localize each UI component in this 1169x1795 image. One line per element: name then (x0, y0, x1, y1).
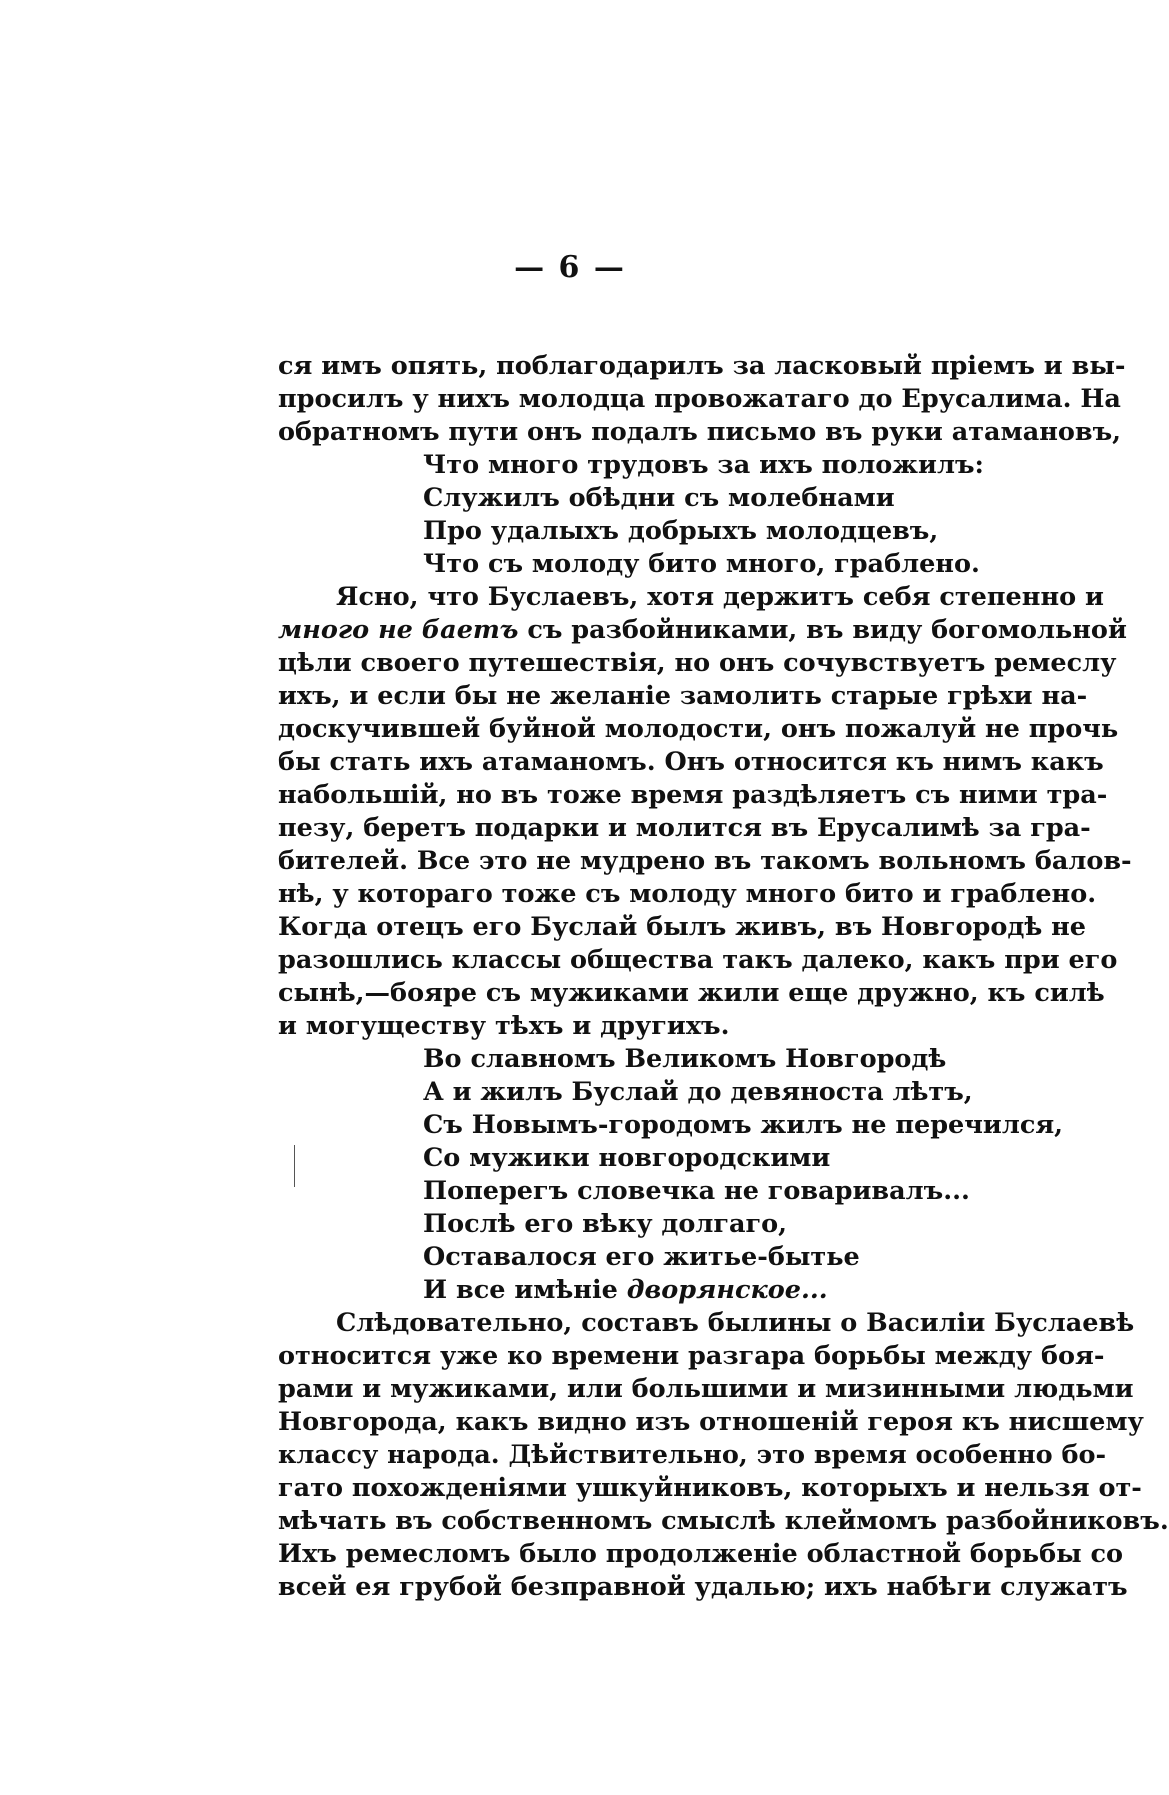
verse-line: Во славномъ Великомъ Новгородѣ (423, 1044, 947, 1074)
verse-line: Служилъ обѣдни съ молебнами (423, 483, 895, 513)
verse-line: Поперегъ словечка не говаривалъ... (423, 1176, 970, 1206)
verse-line: Съ Новымъ-городомъ жилъ не перечился, (423, 1110, 1064, 1140)
text-line: мѣчать въ собственномъ смыслѣ клеймомъ разбойниковъ. (278, 1506, 1169, 1536)
text-line: просилъ у нихъ молодца провожатаго до Ерусалима. На (278, 384, 1121, 414)
text-line: ихъ, и если бы не желаніе замолить старые грѣхи на- (278, 681, 1088, 711)
verse-line: Со мужики новгородскими (423, 1143, 831, 1173)
page-body (278, 350, 1169, 1604)
text-fragment: И все имѣніе (423, 1275, 627, 1305)
text-line: пезу, беретъ подарки и молится въ Ерусалимѣ за гра- (278, 813, 1091, 843)
text-line: нѣ, у котораго тоже съ молоду много бито и граблено. (278, 879, 1097, 909)
verse-line (278, 1274, 1068, 1307)
text-line: разошлись классы общества такъ далеко, какъ при его (278, 945, 1118, 975)
text-line: Ясно, что Буслаевъ, хотя держитъ себя степенно и (336, 582, 1104, 612)
text-line: доскучившей буйной молодости, онъ пожалуй не прочь (278, 714, 1119, 744)
text-line: и могуществу тѣхъ и другихъ. (278, 1011, 730, 1041)
text-line: бы стать ихъ атаманомъ. Онъ относится къ нимъ какъ (278, 747, 1104, 777)
paragraph-3 (278, 1307, 1169, 1604)
text-line: ся имъ опять, поблагодарилъ за ласковый пріемъ и вы- (278, 351, 1126, 381)
text-line (278, 614, 1127, 647)
text-line: Когда отецъ его Буслай былъ живъ, въ Новгородѣ не (278, 912, 1087, 942)
text-line: классу народа. Дѣйствительно, это время особенно бо- (278, 1440, 1107, 1470)
page-number: — 6 — (514, 250, 626, 285)
text-line: всей ея грубой безправной удалью; ихъ набѣги служатъ (278, 1572, 1128, 1602)
verse-block-1 (278, 449, 1068, 581)
italic-phrase: дворянское... (626, 1275, 828, 1305)
text-line: относится уже ко времени разгара борьбы между боя- (278, 1341, 1105, 1371)
text-line: рами и мужиками, или большими и мизинными людьми (278, 1374, 1134, 1404)
text-line: Новгорода, какъ видно изъ отношеній героя къ нисшему (278, 1407, 1144, 1437)
text-line: Слѣдовательно, составъ былины о Василіи Буслаевѣ (336, 1308, 1135, 1338)
text-line: бителей. Все это не мудрено въ такомъ вольномъ балов- (278, 846, 1132, 876)
verse-block-2 (278, 1043, 1068, 1307)
text-fragment: съ разбойниками, въ виду богомольной (518, 615, 1127, 645)
paragraph-1 (278, 350, 1126, 449)
text-line: Ихъ ремесломъ было продолженіе областной борьбы со (278, 1539, 1124, 1569)
margin-mark (294, 1145, 297, 1187)
text-line: сынѣ,—бояре съ мужиками жили еще дружно, къ силѣ (278, 978, 1105, 1008)
verse-line: Оставалося его житье-бытье (423, 1242, 860, 1272)
italic-phrase: много не баетъ (278, 615, 519, 645)
text-line: набольшій, но въ тоже время раздѣляетъ съ ними тра- (278, 780, 1108, 810)
verse-line: Что съ молоду бито много, граблено. (423, 549, 980, 579)
text-line: гато похожденіями ушкуйниковъ, которыхъ и нельзя от- (278, 1473, 1142, 1503)
paragraph-2 (278, 581, 1132, 1043)
verse-line: Послѣ его вѣку долгаго, (423, 1209, 788, 1239)
verse-line: А и жилъ Буслай до девяноста лѣтъ, (423, 1077, 973, 1107)
verse-line: Про удалыхъ добрыхъ молодцевъ, (423, 516, 939, 546)
text-line: обратномъ пути онъ подалъ письмо въ руки атамановъ, (278, 417, 1122, 447)
text-line: цѣли своего путешествія, но онъ сочувствуетъ ремеслу (278, 648, 1117, 678)
verse-line: Что много трудовъ за ихъ положилъ: (423, 450, 984, 480)
